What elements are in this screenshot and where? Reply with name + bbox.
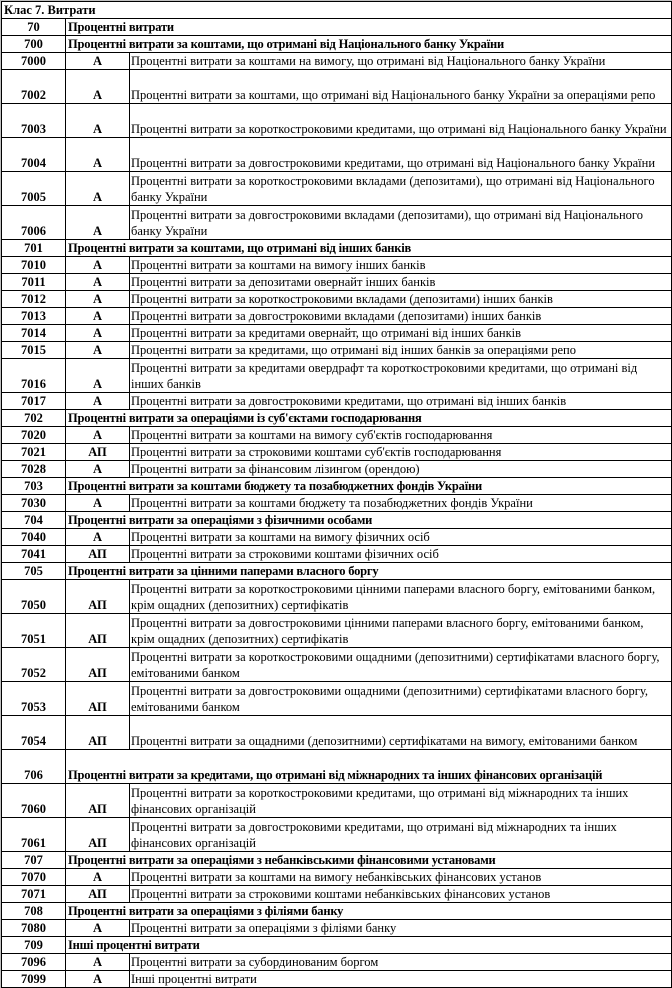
group-row xyxy=(2,19,672,36)
account-description: Процентні витрати за коштами на вимогу, що отримані від Національного банку України xyxy=(130,53,672,70)
account-type: А xyxy=(66,206,130,240)
account-type: А xyxy=(66,325,130,342)
account-row xyxy=(2,206,672,240)
account-row xyxy=(2,869,672,886)
account-description: Інші процентні витрати xyxy=(130,971,672,988)
account-description: Процентні витрати за ощадними (депозитними) сертифікатами на вимогу, емітованими банком xyxy=(130,716,672,750)
account-type: А xyxy=(66,869,130,886)
account-description: Процентні витрати за довгостроковими ощадними (депозитними) сертифікатами власного боргу, емітованими банком xyxy=(130,682,672,716)
account-code: 7003 xyxy=(2,104,66,138)
account-description: Процентні витрати за короткостроковими вкладами (депозитами) інших банків xyxy=(130,291,672,308)
group-code: 701 xyxy=(2,240,66,257)
group-code: 70 xyxy=(2,19,66,36)
account-row xyxy=(2,682,672,716)
account-type: А xyxy=(66,393,130,410)
account-description: Процентні витрати за строковими коштами суб'єктів господарювання xyxy=(130,444,672,461)
group-row xyxy=(2,36,672,53)
chart-of-accounts-table xyxy=(1,1,672,988)
group-description: Процентні витрати за операціями з фізичними особами xyxy=(66,512,672,529)
account-type: А xyxy=(66,53,130,70)
account-description: Процентні витрати за коштами на вимогу фізичних осіб xyxy=(130,529,672,546)
account-type: А xyxy=(66,359,130,393)
account-code: 7016 xyxy=(2,359,66,393)
account-code: 7096 xyxy=(2,954,66,971)
account-row xyxy=(2,444,672,461)
group-description: Процентні витрати за операціями з філіями банку xyxy=(66,903,672,920)
account-type: АП xyxy=(66,580,130,614)
account-description: Процентні витрати за довгостроковими цінними паперами власного боргу, емітованими банком, крім ощадних (депозитних) сертифікатів xyxy=(130,614,672,648)
account-code: 7015 xyxy=(2,342,66,359)
account-description: Процентні витрати за короткостроковими кредитами, що отримані від міжнародних та інших фінансових організацій xyxy=(130,784,672,818)
group-description: Процентні витрати за коштами, що отримані від інших банків xyxy=(66,240,672,257)
account-code: 7070 xyxy=(2,869,66,886)
account-code: 7071 xyxy=(2,886,66,903)
account-type: А xyxy=(66,427,130,444)
account-code: 7041 xyxy=(2,546,66,563)
group-code: 705 xyxy=(2,563,66,580)
account-row xyxy=(2,138,672,172)
account-type: А xyxy=(66,138,130,172)
account-description: Процентні витрати за строковими коштами небанківських фінансових установ xyxy=(130,886,672,903)
account-row xyxy=(2,920,672,937)
group-code: 700 xyxy=(2,36,66,53)
table-title: Клас 7. Витрати xyxy=(2,2,672,19)
group-description: Процентні витрати за кредитами, що отримані від міжнародних та інших фінансових організацій xyxy=(66,750,672,784)
account-description: Процентні витрати за коштами, що отримані від Національного банку України за операціями репо xyxy=(130,70,672,104)
account-row xyxy=(2,104,672,138)
account-code: 7017 xyxy=(2,393,66,410)
account-type: А xyxy=(66,529,130,546)
account-type: А xyxy=(66,920,130,937)
account-type: А xyxy=(66,291,130,308)
account-row xyxy=(2,342,672,359)
account-type: А xyxy=(66,104,130,138)
group-code: 704 xyxy=(2,512,66,529)
account-code: 7002 xyxy=(2,70,66,104)
account-type: А xyxy=(66,495,130,512)
group-description: Процентні витрати за цінними паперами власного боргу xyxy=(66,563,672,580)
account-type: А xyxy=(66,274,130,291)
group-row xyxy=(2,240,672,257)
account-type: АП xyxy=(66,546,130,563)
account-description: Процентні витрати за короткостроковими цінними паперами власного боргу, емітованими банком, крім ощадних (депозитних) сертифікатів xyxy=(130,580,672,614)
account-description: Процентні витрати за кредитами овердрафт та короткостроковими кредитами, що отримані від інших банків xyxy=(130,359,672,393)
group-row xyxy=(2,937,672,954)
account-type: А xyxy=(66,172,130,206)
account-code: 7053 xyxy=(2,682,66,716)
account-row xyxy=(2,274,672,291)
account-type: АП xyxy=(66,886,130,903)
group-description: Процентні витрати xyxy=(66,19,672,36)
account-type: А xyxy=(66,257,130,274)
group-description: Інші процентні витрати xyxy=(66,937,672,954)
account-row xyxy=(2,529,672,546)
group-row xyxy=(2,750,672,784)
account-code: 7050 xyxy=(2,580,66,614)
group-code: 702 xyxy=(2,410,66,427)
account-row xyxy=(2,325,672,342)
group-code: 703 xyxy=(2,478,66,495)
account-type: АП xyxy=(66,444,130,461)
group-code: 709 xyxy=(2,937,66,954)
account-description: Процентні витрати за коштами бюджету та позабюджетних фондів України xyxy=(130,495,672,512)
account-code: 7054 xyxy=(2,716,66,750)
account-code: 7004 xyxy=(2,138,66,172)
account-row xyxy=(2,818,672,852)
expense-class-table-sheet xyxy=(1,1,671,988)
account-code: 7099 xyxy=(2,971,66,988)
account-row xyxy=(2,308,672,325)
account-description: Процентні витрати за довгостроковими вкладами (депозитами) інших банків xyxy=(130,308,672,325)
group-row xyxy=(2,903,672,920)
group-row xyxy=(2,410,672,427)
account-code: 7006 xyxy=(2,206,66,240)
account-code: 7060 xyxy=(2,784,66,818)
account-type: АП xyxy=(66,716,130,750)
account-description: Процентні витрати за довгостроковими кредитами, що отримані від міжнародних та інших фінансових організацій xyxy=(130,818,672,852)
account-code: 7010 xyxy=(2,257,66,274)
account-row xyxy=(2,971,672,988)
account-code: 7020 xyxy=(2,427,66,444)
table-title-row xyxy=(2,2,672,19)
account-type: АП xyxy=(66,818,130,852)
account-type: АП xyxy=(66,648,130,682)
group-description: Процентні витрати за операціями із суб'єктами господарювання xyxy=(66,410,672,427)
account-description: Процентні витрати за довгостроковими вкладами (депозитами), що отримані від Національного банку України xyxy=(130,206,672,240)
account-code: 7005 xyxy=(2,172,66,206)
account-description: Процентні витрати за короткостроковими кредитами, що отримані від Національного банку України xyxy=(130,104,672,138)
account-code: 7028 xyxy=(2,461,66,478)
account-code: 7052 xyxy=(2,648,66,682)
account-description: Процентні витрати за операціями з філіями банку xyxy=(130,920,672,937)
account-row xyxy=(2,954,672,971)
account-code: 7021 xyxy=(2,444,66,461)
account-row xyxy=(2,291,672,308)
account-description: Процентні витрати за строковими коштами фізичних осіб xyxy=(130,546,672,563)
account-description: Процентні витрати за субординованим боргом xyxy=(130,954,672,971)
account-row xyxy=(2,172,672,206)
account-type: А xyxy=(66,971,130,988)
group-code: 708 xyxy=(2,903,66,920)
account-row xyxy=(2,427,672,444)
account-description: Процентні витрати за коштами на вимогу інших банків xyxy=(130,257,672,274)
account-code: 7011 xyxy=(2,274,66,291)
account-code: 7080 xyxy=(2,920,66,937)
account-type: А xyxy=(66,954,130,971)
account-code: 7030 xyxy=(2,495,66,512)
account-code: 7013 xyxy=(2,308,66,325)
account-code: 7014 xyxy=(2,325,66,342)
account-row xyxy=(2,648,672,682)
account-row xyxy=(2,614,672,648)
group-description: Процентні витрати за коштами, що отримані від Національного банку України xyxy=(66,36,672,53)
account-description: Процентні витрати за депозитами овернайт інших банків xyxy=(130,274,672,291)
account-type: АП xyxy=(66,784,130,818)
group-row xyxy=(2,478,672,495)
group-code: 707 xyxy=(2,852,66,869)
account-row xyxy=(2,359,672,393)
group-row xyxy=(2,563,672,580)
account-row xyxy=(2,580,672,614)
account-row xyxy=(2,53,672,70)
account-description: Процентні витрати за короткостроковими ощадними (депозитними) сертифікатами власного боргу, емітованими банком xyxy=(130,648,672,682)
account-row xyxy=(2,393,672,410)
account-code: 7061 xyxy=(2,818,66,852)
account-code: 7051 xyxy=(2,614,66,648)
account-type: А xyxy=(66,342,130,359)
account-row xyxy=(2,546,672,563)
account-code: 7040 xyxy=(2,529,66,546)
group-row xyxy=(2,512,672,529)
account-description: Процентні витрати за кредитами овернайт, що отримані від інших банків xyxy=(130,325,672,342)
account-row xyxy=(2,886,672,903)
group-description: Процентні витрати за операціями з небанківськими фінансовими установами xyxy=(66,852,672,869)
account-type: АП xyxy=(66,614,130,648)
account-description: Процентні витрати за коштами на вимогу небанківських фінансових установ xyxy=(130,869,672,886)
group-code: 706 xyxy=(2,750,66,784)
account-description: Процентні витрати за довгостроковими кредитами, що отримані від інших банків xyxy=(130,393,672,410)
account-code: 7000 xyxy=(2,53,66,70)
account-description: Процентні витрати за короткостроковими вкладами (депозитами), що отримані від Національного банку України xyxy=(130,172,672,206)
group-description: Процентні витрати за коштами бюджету та позабюджетних фондів України xyxy=(66,478,672,495)
account-type: А xyxy=(66,70,130,104)
group-row xyxy=(2,852,672,869)
account-type: АП xyxy=(66,682,130,716)
account-row xyxy=(2,716,672,750)
account-description: Процентні витрати за кредитами, що отримані від інших банків за операціями репо xyxy=(130,342,672,359)
account-row xyxy=(2,784,672,818)
account-type: А xyxy=(66,461,130,478)
account-row xyxy=(2,70,672,104)
account-row xyxy=(2,495,672,512)
account-code: 7012 xyxy=(2,291,66,308)
account-row xyxy=(2,257,672,274)
account-type: А xyxy=(66,308,130,325)
account-description: Процентні витрати за коштами на вимогу суб'єктів господарювання xyxy=(130,427,672,444)
account-description: Процентні витрати за довгостроковими кредитами, що отримані від Національного банку України xyxy=(130,138,672,172)
account-description: Процентні витрати за фінансовим лізингом (орендою) xyxy=(130,461,672,478)
account-row xyxy=(2,461,672,478)
